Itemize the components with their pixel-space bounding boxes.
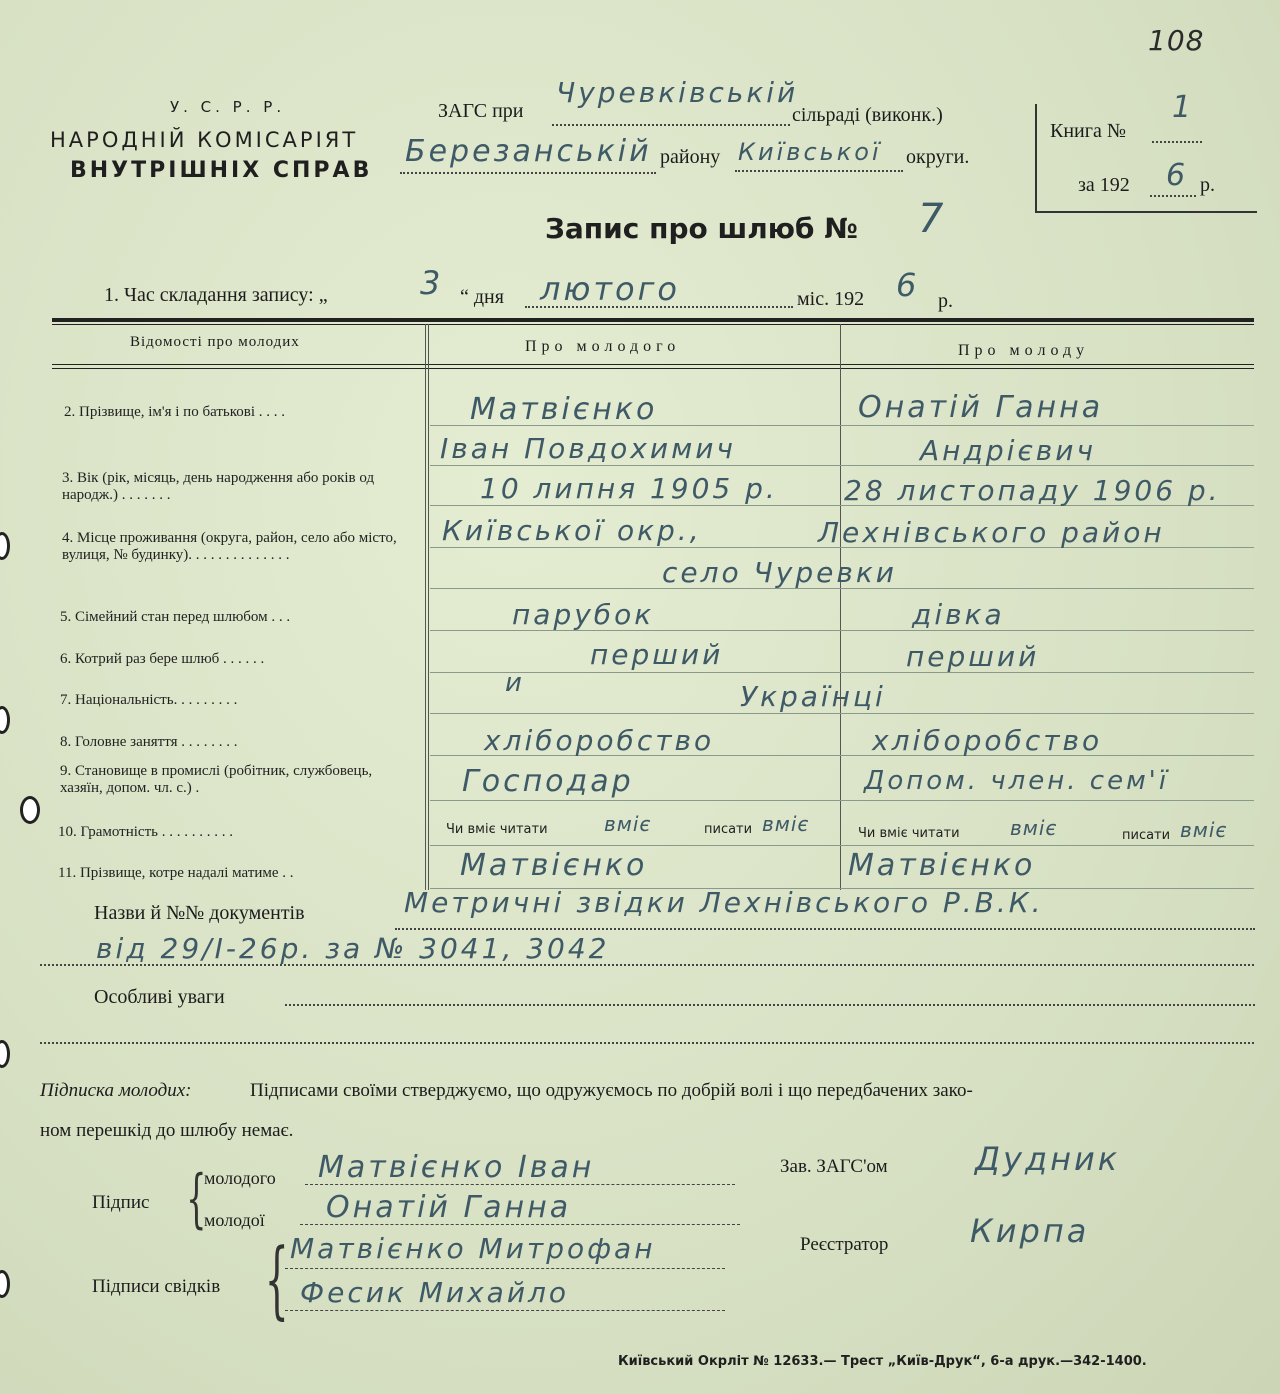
record-year-handwritten: 6 bbox=[896, 266, 920, 304]
okruha-handwritten: Київської bbox=[738, 138, 882, 166]
registrar-signature: Кирпа bbox=[970, 1212, 1090, 1250]
book-year-label: за 192 bbox=[1078, 174, 1130, 196]
bride-occupation: хліборобство bbox=[872, 724, 1103, 757]
groom-marriage-count: перший bbox=[590, 638, 724, 671]
groom-write-label: писати bbox=[704, 822, 753, 837]
row-label-marriage-count: 6. Котрий раз бере шлюб . . . . . . bbox=[60, 651, 265, 667]
binder-hole bbox=[20, 796, 40, 824]
record-number-handwritten: 7 bbox=[918, 196, 947, 242]
bride-signature-label: молодої bbox=[204, 1210, 265, 1230]
groom-signature: Матвієнко Іван bbox=[318, 1150, 595, 1185]
groom-family-status: парубок bbox=[512, 598, 655, 631]
zags-head-label: Зав. ЗАГС'ом bbox=[780, 1156, 888, 1177]
documents-line1: Метричні звідки Лехнівського Р.В.К. bbox=[404, 886, 1044, 919]
groom-residence: Київської окр., bbox=[442, 514, 702, 547]
village-handwritten: Чуревківській bbox=[556, 76, 799, 109]
row-label-future-surname: 11. Прізвище, котре надалі матиме . . bbox=[58, 865, 294, 881]
book-year-handwritten: 6 bbox=[1166, 158, 1189, 193]
documents-line2: від 29/І-26р. за № 3041, 3042 bbox=[96, 932, 610, 965]
registrar-label: Реєстратор bbox=[800, 1234, 889, 1255]
printer-imprint: Київський Окрліт № 12633.— Трест „Київ-Друк“, 6-а друк.—342-1400. bbox=[618, 1354, 1147, 1369]
col-header-info: Відомості про молодих bbox=[130, 334, 300, 350]
signature-label: Підпис bbox=[92, 1192, 150, 1213]
witnesses-label: Підписи свідків bbox=[92, 1276, 221, 1297]
witness-2-signature: Фесик Михайло bbox=[300, 1276, 570, 1309]
record-month-handwritten: лютого bbox=[540, 270, 680, 308]
record-day-label: “ дня bbox=[460, 286, 504, 308]
bride-name: Онатій Ганна bbox=[858, 390, 1104, 425]
col-header-groom: Про молодого bbox=[525, 338, 681, 355]
col-header-bride: Про молоду bbox=[958, 342, 1090, 359]
groom-future-surname: Матвієнко bbox=[460, 848, 648, 883]
bride-family-status: дівка bbox=[912, 598, 1005, 631]
row-label-residence: 4. Місце проживання (округа, район, село або місто, вулиця, № будинку). . . . . . . . . . . . . . bbox=[62, 530, 397, 563]
record-day-handwritten: 3 bbox=[420, 264, 444, 302]
row-label-family-status: 5. Сімейний стан перед шлюбом . . . bbox=[60, 609, 291, 625]
bride-patronymic: Андрієвич bbox=[920, 434, 1096, 467]
groom-village: село Чуревки bbox=[662, 556, 897, 589]
page-number: 108 bbox=[1148, 24, 1205, 57]
signature-brace-icon: { bbox=[186, 1162, 207, 1236]
groom-occupation: хліборобство bbox=[484, 724, 715, 757]
state-name: У. С. Р. Р. bbox=[170, 98, 286, 116]
groom-surname: Матвієнко bbox=[470, 392, 658, 427]
binder-hole bbox=[0, 532, 10, 560]
bride-write-label: писати bbox=[1122, 828, 1171, 843]
bride-position: Допом. член. сем'ї bbox=[864, 766, 1170, 796]
binder-hole bbox=[0, 706, 10, 734]
bride-write-value: вміє bbox=[1180, 818, 1228, 842]
form-title: Запис про шлюб № bbox=[545, 212, 858, 245]
groom-name: Іван Повдохимич bbox=[440, 432, 736, 465]
declaration-text-1: Підписами своїми стверджуємо, що одружуємось по добрій волі і що передбачених зако- bbox=[250, 1080, 973, 1101]
selrada-label: сільраді (виконк.) bbox=[792, 104, 943, 126]
groom-signature-label: молодого bbox=[204, 1168, 276, 1188]
row-label-position: 9. Становище в промислі (робітник, службовець, хазяїн, допом. чл. с.) . bbox=[60, 763, 373, 796]
binder-hole bbox=[0, 1270, 10, 1298]
row-label-literacy: 10. Грамотність . . . . . . . . . . bbox=[58, 824, 233, 840]
district-handwritten: Березанській bbox=[405, 134, 652, 169]
zags-prefix: ЗАГС при bbox=[438, 100, 524, 122]
shared-nationality: Українці bbox=[740, 680, 886, 713]
okruha-label: округи. bbox=[906, 146, 970, 168]
groom-write-value: вміє bbox=[762, 812, 810, 836]
record-month-label: міс. 192 bbox=[797, 288, 865, 310]
bride-marriage-count: перший bbox=[906, 640, 1040, 673]
groom-nationality: и bbox=[505, 668, 525, 698]
bride-residence: Лехнівського район bbox=[818, 516, 1165, 549]
zags-head-signature: Дудник bbox=[975, 1140, 1121, 1178]
bride-future-surname: Матвієнко bbox=[848, 848, 1036, 883]
groom-position: Господар bbox=[462, 764, 634, 799]
district-label: району bbox=[660, 146, 721, 168]
groom-birthdate: 10 липня 1905 р. bbox=[480, 472, 778, 505]
declaration-heading: Підписка молодих: bbox=[40, 1080, 192, 1101]
groom-read-label: Чи вміє читати bbox=[446, 822, 548, 837]
documents-label: Назви й №№ документів bbox=[94, 902, 305, 924]
book-number-handwritten: 1 bbox=[1172, 90, 1195, 125]
row-label-nationality: 7. Національність. . . . . . . . . bbox=[60, 692, 238, 708]
book-label: Книга № bbox=[1050, 120, 1126, 142]
witnesses-brace-icon: { bbox=[264, 1230, 289, 1328]
remarks-label: Особливі уваги bbox=[94, 986, 225, 1008]
bride-birthdate: 28 листопаду 1906 р. bbox=[844, 474, 1221, 507]
record-year-suffix: р. bbox=[938, 290, 953, 312]
row-label-age: 3. Вік (рік, місяць, день народження або років од народж.) . . . . . . . bbox=[62, 470, 375, 503]
binder-hole bbox=[0, 1040, 10, 1068]
row-label-name: 2. Прізвище, ім'я і по батькові . . . . bbox=[64, 404, 286, 420]
commissariat-line1: НАРОДНІЙ КОМІСАРІЯТ bbox=[50, 128, 359, 152]
bride-read-value: вміє bbox=[1010, 816, 1058, 840]
row-label-occupation: 8. Головне заняття . . . . . . . . bbox=[60, 734, 238, 750]
book-year-suffix: р. bbox=[1200, 174, 1215, 196]
groom-read-value: вміє bbox=[604, 812, 652, 836]
witness-1-signature: Матвієнко Митрофан bbox=[290, 1232, 656, 1265]
bride-read-label: Чи вміє читати bbox=[858, 826, 960, 841]
declaration-text-2: ном перешкід до шлюбу немає. bbox=[40, 1120, 294, 1141]
commissariat-line2: ВНУТРІШНІХ СПРАВ bbox=[70, 158, 373, 183]
bride-signature: Онатій Ганна bbox=[326, 1190, 572, 1225]
record-time-label: 1. Час складання запису: „ bbox=[104, 284, 328, 306]
